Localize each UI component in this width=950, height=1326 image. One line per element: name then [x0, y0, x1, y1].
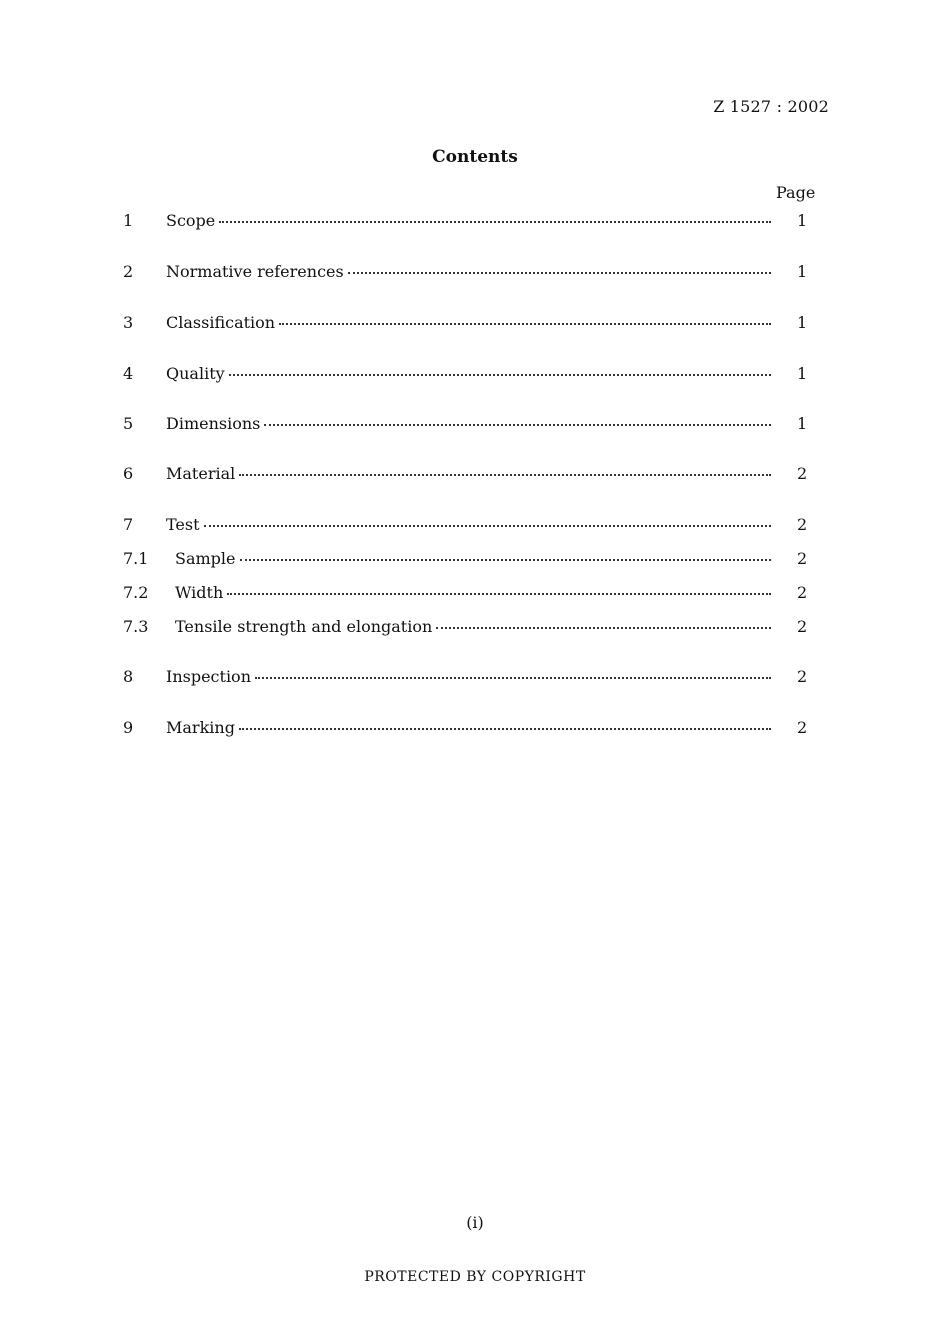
toc-number: 6: [123, 464, 134, 483]
toc-title: Material: [166, 464, 236, 483]
toc-page-number: 1: [797, 414, 808, 433]
toc-page-number: 2: [797, 464, 808, 483]
toc-title: Inspection: [166, 667, 251, 686]
toc-number: 4: [123, 364, 134, 383]
toc-page-number: 1: [797, 262, 808, 281]
toc-title: Sample: [175, 549, 236, 568]
copyright-notice: PROTECTED BY COPYRIGHT: [364, 1269, 586, 1285]
toc-page-number: 2: [797, 667, 808, 686]
toc-entry[interactable]: [0, 211, 950, 233]
toc-page-number: 2: [797, 718, 808, 737]
page-title: Contents: [432, 147, 518, 167]
toc-number: 5: [123, 414, 134, 433]
toc-subentry[interactable]: [0, 583, 950, 605]
toc-title: Scope: [166, 211, 216, 230]
toc-number: 7.3: [123, 617, 149, 636]
dot-leader: [436, 623, 771, 629]
dot-leader: [239, 724, 771, 730]
toc-number: 7.2: [123, 583, 149, 602]
dot-leader: [204, 521, 771, 527]
toc-title: Quality: [166, 364, 225, 383]
toc-page-number: 1: [797, 313, 808, 332]
dot-leader: [255, 673, 771, 679]
toc-entry[interactable]: [0, 464, 950, 486]
toc-title: Normative references: [166, 262, 344, 281]
toc-page-number: 2: [797, 617, 808, 636]
toc-page-number: 2: [797, 583, 808, 602]
toc-title: Test: [166, 515, 200, 534]
toc-entry[interactable]: [0, 262, 950, 284]
toc-title: Tensile strength and elongation: [175, 617, 433, 636]
dot-leader: [229, 370, 771, 376]
toc-number: 8: [123, 667, 134, 686]
toc-entry[interactable]: [0, 718, 950, 740]
page-column-label: Page: [776, 183, 816, 202]
toc-number: 9: [123, 718, 134, 737]
toc-number: 1: [123, 211, 134, 230]
footer-page-number: (i): [466, 1213, 484, 1232]
toc-entry[interactable]: [0, 364, 950, 386]
toc-title: Marking: [166, 718, 235, 737]
toc-number: 2: [123, 262, 134, 281]
toc-subentry[interactable]: [0, 549, 950, 571]
toc-title: Width: [175, 583, 224, 602]
toc-title: Dimensions: [166, 414, 261, 433]
toc-subentry[interactable]: [0, 617, 950, 639]
toc-entry[interactable]: [0, 313, 950, 335]
toc-entry[interactable]: [0, 667, 950, 689]
dot-leader: [227, 589, 771, 595]
dot-leader: [219, 217, 771, 223]
toc-page-number: 2: [797, 549, 808, 568]
toc-title: Classification: [166, 313, 276, 332]
dot-leader: [348, 268, 771, 274]
dot-leader: [264, 420, 771, 426]
toc-number: 7.1: [123, 549, 149, 568]
toc-number: 3: [123, 313, 134, 332]
dot-leader: [279, 319, 771, 325]
toc-page-number: 1: [797, 211, 808, 230]
dot-leader: [240, 555, 772, 561]
dot-leader: [239, 470, 771, 476]
toc-entry[interactable]: [0, 414, 950, 436]
toc-page-number: 2: [797, 515, 808, 534]
toc-page-number: 1: [797, 364, 808, 383]
toc-entry[interactable]: [0, 515, 950, 537]
document-id: Z 1527 : 2002: [713, 97, 829, 116]
toc-number: 7: [123, 515, 134, 534]
